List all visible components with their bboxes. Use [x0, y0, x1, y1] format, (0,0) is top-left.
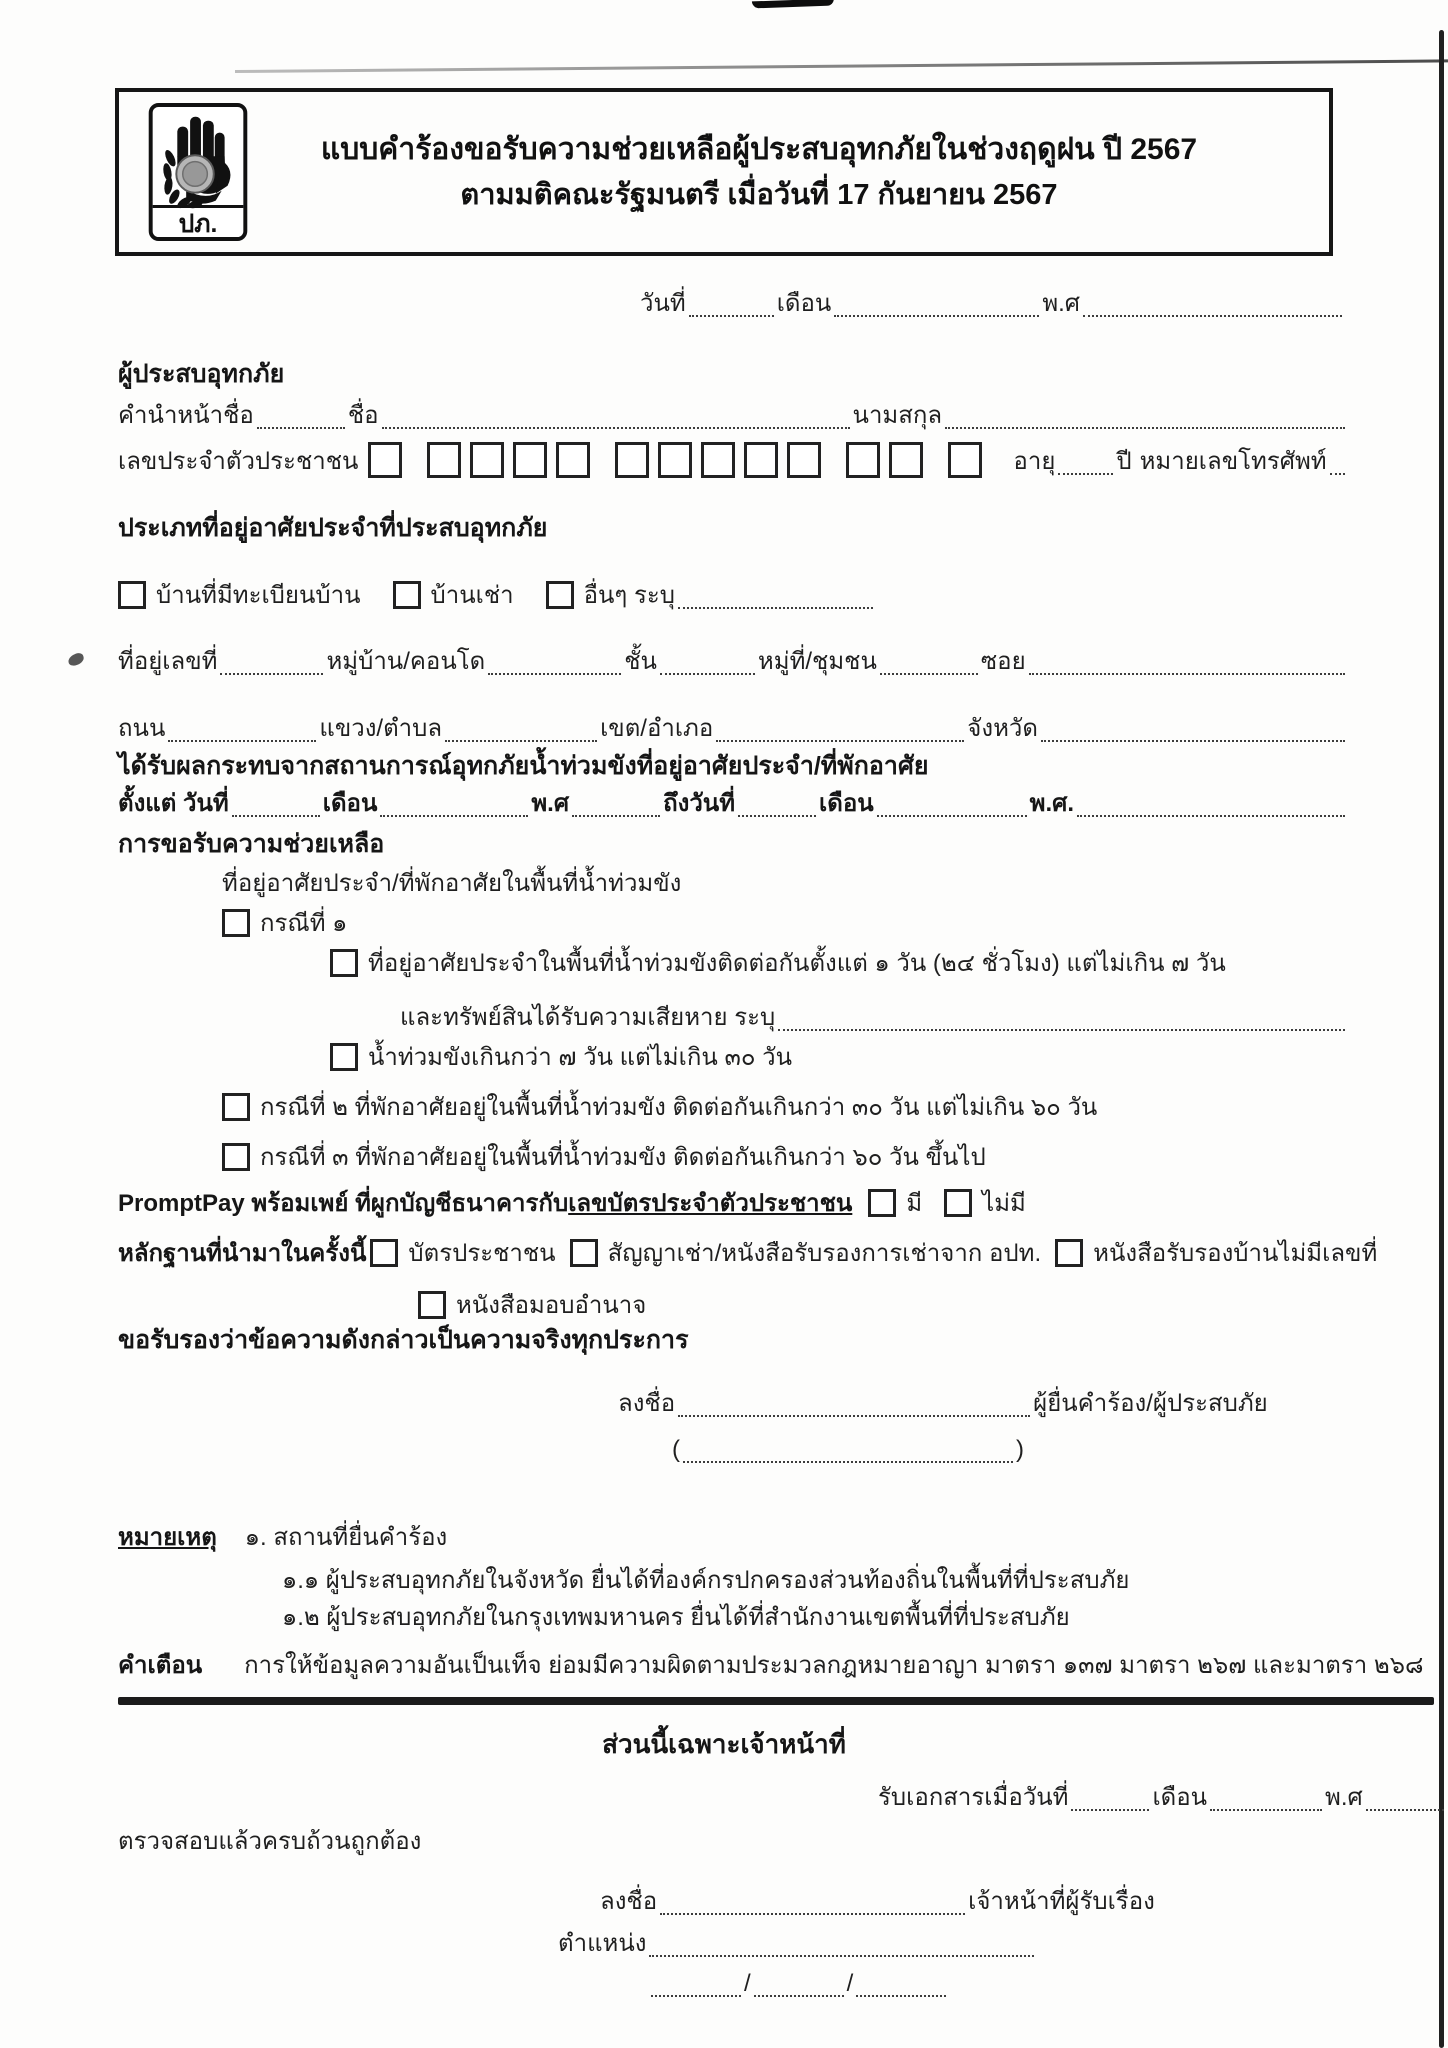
officer-date-month-field[interactable]: [754, 1973, 844, 1997]
officer-checked-row: ตรวจสอบแล้วครบถ้วนถูกต้อง: [118, 1828, 422, 1855]
id-digit-box[interactable]: [470, 442, 504, 478]
impact-dates-line: [118, 788, 1348, 820]
id-digit-box[interactable]: [427, 442, 461, 478]
checkbox-house-other[interactable]: [546, 581, 574, 609]
paren-close: ): [1016, 1436, 1024, 1463]
id-digit-group-1: [368, 442, 411, 478]
district-field[interactable]: [716, 718, 964, 742]
soi-field[interactable]: [1029, 651, 1345, 675]
officer-sign-label: ลงชื่อ: [600, 1888, 658, 1915]
promptpay-label: PromptPay พร้อมเพย์ ที่ผูกบัญชีธนาคารกับ: [118, 1190, 569, 1217]
checkbox-case1-option1[interactable]: [330, 949, 358, 977]
id-digit-box[interactable]: [556, 442, 590, 478]
certification-statement: ขอรับรองว่าข้อความดังกล่าวเป็นความจริงทุกประการ: [118, 1326, 689, 1354]
assistance-section-title: การขอรับความช่วยเหลือ: [118, 830, 385, 858]
impact-from-month-field[interactable]: [380, 793, 528, 817]
id-digit-box[interactable]: [846, 442, 880, 478]
impact-from-year-field[interactable]: [572, 793, 660, 817]
id-digit-group-4: [846, 442, 932, 478]
officer-role-label: เจ้าหน้าที่ผู้รับเรื่อง: [968, 1888, 1155, 1915]
checkbox-case1[interactable]: [222, 909, 250, 937]
prefix-label: คำนำหน้าชื่อ: [118, 402, 254, 429]
form-date-line: [640, 288, 1345, 320]
officer-signature-row: [600, 1886, 1155, 1918]
impact-from-label: ตั้งแต่ วันที่: [118, 790, 229, 817]
prefix-field[interactable]: [257, 405, 345, 429]
address-line-1: [118, 646, 1348, 678]
form-title-line2: ตามมติคณะรัฐมนตรี เมื่อวันที่ 17 กันยายน 2567: [460, 179, 1058, 211]
id-digit-group-3: [615, 442, 830, 478]
warning-text: การให้ข้อมูลความอันเป็นเท็จ ย่อมมีความผิดตามประมวลกฎหมายอาญา มาตรา ๑๓๗ มาตรา ๒๖๗ และมาตรา ๒๖๘: [244, 1652, 1424, 1679]
checkbox-promptpay-no[interactable]: [944, 1189, 972, 1217]
ddpm-logo: [147, 103, 249, 241]
address-no-field[interactable]: [220, 651, 323, 675]
case2-row: [222, 1092, 1097, 1124]
evidence-row: [118, 1238, 1377, 1270]
received-month-label: เดือน: [1152, 1784, 1208, 1811]
received-year-label: พ.ศ: [1325, 1784, 1363, 1811]
checkbox-evidence-id-card[interactable]: [370, 1239, 398, 1267]
impact-year-label: พ.ศ: [531, 790, 570, 817]
age-unit-label: ปี: [1116, 448, 1132, 475]
date-day-label: วันที่: [640, 290, 686, 317]
case2-label: กรณีที่ ๒ ที่พักอาศัยอยู่ในพื้นที่น้ำท่วมขัง ติดต่อกันเกินกว่า ๓๐ วัน แต่ไม่เกิน ๖๐ วัน: [260, 1094, 1098, 1121]
age-label: อายุ: [1013, 448, 1056, 475]
paren-open: (: [672, 1436, 680, 1463]
date-slash-1: /: [744, 1970, 751, 1997]
section-divider: [118, 1697, 1434, 1705]
notes-label: หมายเหตุ: [118, 1524, 217, 1551]
officer-section-heading: ส่วนนี้เฉพาะเจ้าหน้าที่: [602, 1729, 846, 1759]
notes-item1-1: ๑.๑ ผู้ประสบอุทกภัยในจังหวัด ยื่นได้ที่องค์กรปกครองส่วนท้องถิ่นในพื้นที่ที่ประสบภัย: [282, 1567, 1130, 1594]
id-digit-box[interactable]: [787, 442, 821, 478]
age-field[interactable]: [1058, 451, 1113, 475]
case3-label: กรณีที่ ๓ ที่พักอาศัยอยู่ในพื้นที่น้ำท่วมขัง ติดต่อกันเกินกว่า ๖๐ วัน ขึ้นไป: [260, 1144, 986, 1171]
national-id-label: เลขประจำตัวประชาชน: [118, 448, 359, 475]
case1-damage-row: [400, 1002, 1348, 1034]
checkbox-evidence-power-of-attorney[interactable]: [418, 1291, 446, 1319]
received-month-field[interactable]: [1210, 1787, 1322, 1811]
evidence-power-of-attorney-label: หนังสือมอบอำนาจ: [456, 1292, 647, 1319]
date-slash-2: /: [846, 1970, 854, 1997]
subdistrict-label: แขวง/ตำบล: [319, 715, 443, 742]
case3-row: [222, 1142, 986, 1174]
impact-heading: ได้รับผลกระทบจากสถานการณ์อุทกภัยน้ำท่วมขังที่อยู่อาศัยประจำ/ที่พักอาศัย: [118, 752, 929, 780]
case1-option1-row: [330, 948, 1226, 980]
surname-label: นามสกุล: [852, 402, 943, 429]
form-title-line1: แบบคำร้องขอรับความช่วยเหลือผู้ประสบอุทกภัยในช่วงฤดูฝน ปี 2567: [320, 133, 1198, 166]
officer-date-day-field[interactable]: [651, 1973, 741, 1997]
position-field[interactable]: [649, 1933, 1034, 1957]
checkbox-case1-option2[interactable]: [330, 1043, 358, 1071]
promptpay-yes-label: มี: [906, 1190, 923, 1217]
road-field[interactable]: [168, 718, 316, 742]
impact-month2-label: เดือน: [819, 790, 874, 817]
scan-artifact-top-streak: [752, 0, 834, 8]
floor-field[interactable]: [660, 651, 755, 675]
residence-options-row: [118, 580, 876, 612]
date-year-label: พ.ศ: [1042, 290, 1081, 317]
sign-label: ลงชื่อ: [618, 1390, 676, 1417]
impact-month-label: เดือน: [322, 790, 378, 817]
checkbox-house-registered[interactable]: [118, 581, 146, 609]
phone-field[interactable]: [1330, 451, 1345, 475]
case1-option2-label: น้ำท่วมขังเกินกว่า ๗ วัน แต่ไม่เกิน ๓๐ วัน: [368, 1044, 793, 1071]
warning-row: [118, 1650, 1424, 1682]
village-label: หมู่บ้าน/คอนโด: [326, 648, 486, 675]
officer-signature-field[interactable]: [660, 1891, 965, 1915]
evidence-no-number-house-label: หนังสือรับรองบ้านไม่มีเลขที่: [1093, 1240, 1378, 1267]
id-digit-group-5: [948, 442, 991, 478]
id-digit-group-2: [427, 442, 599, 478]
received-year-field[interactable]: [1366, 1787, 1444, 1811]
option-house-other-label: อื่นๆ ระบุ: [583, 582, 675, 609]
address-no-label: ที่อยู่เลขที่: [118, 648, 218, 675]
impact-from-day-field[interactable]: [232, 793, 320, 817]
evidence-id-card-label: บัตรประชาชน: [408, 1240, 556, 1267]
residence-section-title: ประเภทที่อยู่อาศัยประจำที่ประสบอุทกภัย: [118, 514, 548, 542]
first-name-label: ชื่อ: [347, 402, 379, 429]
address-line-2: [118, 713, 1348, 745]
province-field[interactable]: [1041, 718, 1345, 742]
impact-to-label: ถึงวันที่: [663, 790, 736, 817]
applicant-name-paren-row: [672, 1434, 1024, 1466]
logo-abbreviation: ปภ.: [178, 211, 218, 239]
form-header-box: [115, 88, 1333, 256]
impact-to-month-field[interactable]: [877, 793, 1027, 817]
evidence-label: หลักฐานที่นำมาในครั้งนี้: [118, 1240, 367, 1267]
date-month-field[interactable]: [834, 293, 1039, 317]
surname-field[interactable]: [945, 405, 1345, 429]
case1-row: [222, 908, 347, 940]
floor-label: ชั้น: [624, 648, 657, 675]
position-label: ตำแหน่ง: [558, 1930, 647, 1957]
checkbox-case2[interactable]: [222, 1093, 250, 1121]
checkbox-house-rented[interactable]: [393, 581, 421, 609]
id-digit-box[interactable]: [948, 442, 982, 478]
id-digit-box[interactable]: [513, 442, 547, 478]
received-date-label: รับเอกสารเมื่อวันที่: [878, 1784, 1069, 1811]
id-digit-box[interactable]: [658, 442, 692, 478]
notes-row: [118, 1522, 447, 1554]
assistance-subheading: ที่อยู่อาศัยประจำ/ที่พักอาศัยในพื้นที่น้ำท่วมขัง: [222, 870, 682, 897]
scan-artifact-ink-blot: [67, 652, 86, 668]
checkbox-evidence-lease[interactable]: [570, 1239, 598, 1267]
case1-damage-label: และทรัพย์สินได้รับความเสียหาย ระบุ: [400, 1004, 776, 1031]
checkbox-promptpay-yes[interactable]: [868, 1189, 896, 1217]
received-day-field[interactable]: [1071, 1787, 1149, 1811]
notes-item1: ๑. สถานที่ยื่นคำร้อง: [244, 1524, 448, 1551]
evidence-row-2: [418, 1290, 646, 1322]
option-house-registered-label: บ้านที่มีทะเบียนบ้าน: [156, 582, 361, 609]
moo-label: หมู่ที่/ชุมชน: [757, 648, 877, 675]
district-label: เขต/อำเภอ: [600, 715, 714, 742]
impact-to-year-field[interactable]: [1077, 793, 1345, 817]
id-digit-box[interactable]: [701, 442, 735, 478]
subdistrict-field[interactable]: [445, 718, 597, 742]
province-label: จังหวัด: [967, 715, 1038, 742]
road-label: ถนน: [118, 715, 166, 742]
promptpay-row: [118, 1188, 1026, 1220]
first-name-field[interactable]: [382, 405, 850, 429]
id-digit-box[interactable]: [744, 442, 778, 478]
officer-position-row: [558, 1928, 1037, 1960]
officer-date-year-field[interactable]: [856, 1973, 946, 1997]
checkbox-evidence-no-number-house[interactable]: [1055, 1239, 1083, 1267]
applicant-signature-field[interactable]: [678, 1393, 1030, 1417]
applicant-signature-row: [618, 1388, 1268, 1420]
soi-label: ซอย: [980, 648, 1026, 675]
warning-label: คำเตือน: [118, 1652, 203, 1679]
notes-item1-2: ๑.๒ ผู้ประสบอุทกภัยในกรุงเทพมหานคร ยื่นได้ที่สำนักงานเขตพื้นที่ที่ประสบภัย: [282, 1604, 1070, 1631]
evidence-lease-label: สัญญาเช่า/หนังสือรับรองการเช่าจาก อปท.: [607, 1240, 1042, 1267]
applicant-role-label: ผู้ยื่นคำร้อง/ผู้ประสบภัย: [1033, 1390, 1268, 1417]
officer-date-row: [648, 1968, 949, 2000]
promptpay-underlined-label: เลขบัตรประจำตัวประชาชน: [568, 1190, 853, 1217]
option-house-rented-label: บ้านเช่า: [430, 582, 514, 609]
impact-year2-label: พ.ศ.: [1029, 790, 1075, 817]
date-day-field[interactable]: [689, 293, 774, 317]
victim-name-line: [118, 400, 1348, 432]
phone-label: หมายเลขโทรศัพท์: [1139, 448, 1327, 475]
village-field[interactable]: [488, 651, 621, 675]
id-digit-box[interactable]: [368, 442, 402, 478]
date-year-field[interactable]: [1083, 293, 1342, 317]
date-month-label: เดือน: [776, 290, 832, 317]
promptpay-no-label: ไม่มี: [982, 1190, 1026, 1217]
victim-section-title: ผู้ประสบอุทกภัย: [118, 360, 285, 388]
moo-field[interactable]: [880, 651, 978, 675]
checkbox-case3[interactable]: [222, 1143, 250, 1171]
case1-damage-specify-field[interactable]: [778, 1007, 1345, 1031]
scan-artifact-top-edge-line: [235, 59, 1448, 72]
id-digit-box[interactable]: [889, 442, 923, 478]
applicant-printed-name-field[interactable]: [683, 1439, 1013, 1463]
officer-received-row: [878, 1782, 1447, 1814]
case1-label: กรณีที่ ๑: [260, 910, 348, 937]
victim-id-line: [118, 442, 1348, 478]
impact-to-day-field[interactable]: [738, 793, 816, 817]
house-other-specify-field[interactable]: [678, 585, 873, 609]
case1-option1-label: ที่อยู่อาศัยประจำในพื้นที่น้ำท่วมขังติดต่อกันตั้งแต่ ๑ วัน (๒๔ ชั่วโมง) แต่ไม่เกิน ๗ วัน: [368, 950, 1226, 977]
id-digit-box[interactable]: [615, 442, 649, 478]
case1-option2-row: [330, 1042, 792, 1074]
